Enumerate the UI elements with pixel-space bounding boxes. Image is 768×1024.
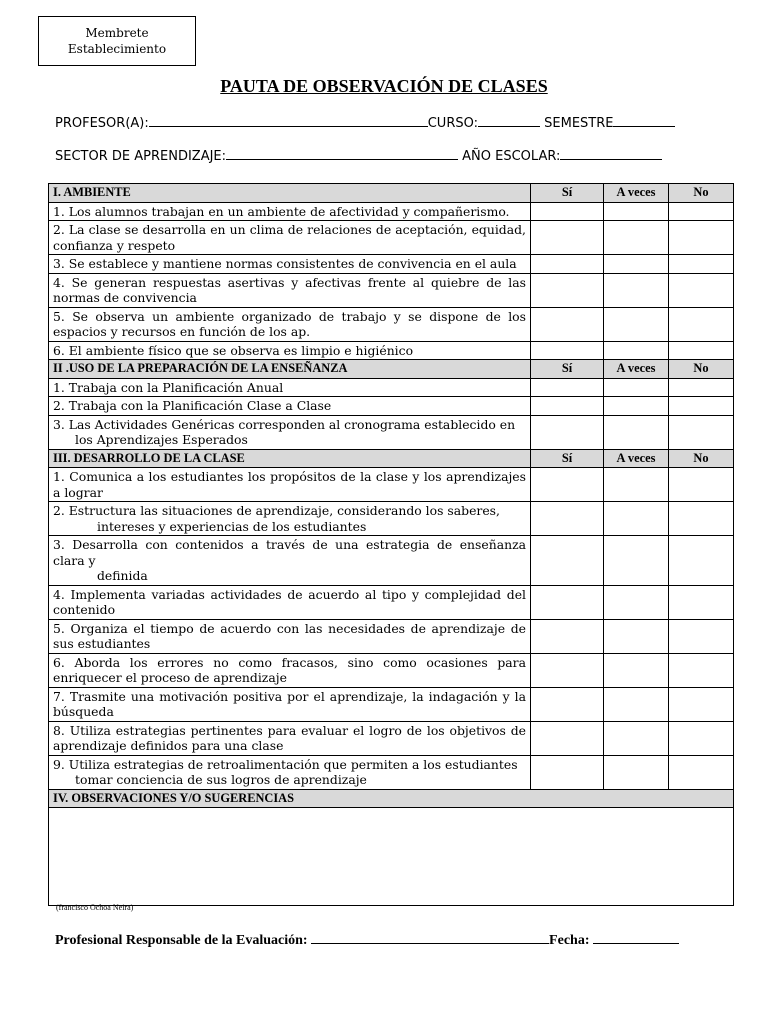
sector-label: SECTOR DE APRENDIZAJE: — [55, 149, 227, 164]
check-no[interactable] — [669, 221, 734, 255]
check-si[interactable] — [531, 687, 604, 721]
table-row — [49, 619, 734, 653]
section-title: I. AMBIENTE — [49, 184, 531, 203]
check-a-veces[interactable] — [604, 585, 669, 619]
profesor-field[interactable] — [149, 114, 428, 127]
curso-field[interactable] — [478, 114, 540, 127]
responsable-field[interactable] — [311, 930, 549, 944]
check-si[interactable] — [531, 536, 604, 586]
check-no[interactable] — [669, 378, 734, 397]
section-title: III. DESARROLLO DE LA CLASE — [49, 449, 531, 468]
criterion-text — [49, 536, 531, 586]
fecha-label: Fecha: — [549, 933, 590, 948]
check-a-veces[interactable] — [604, 687, 669, 721]
check-a-veces[interactable] — [604, 341, 669, 360]
criterion-text — [49, 502, 531, 536]
check-si[interactable] — [531, 255, 604, 274]
check-a-veces[interactable] — [604, 307, 669, 341]
check-si[interactable] — [531, 415, 604, 449]
criterion-line: 3. Las Actividades Genéricas corresponden al cronograma establecido en — [53, 416, 516, 432]
col-a-veces: A veces — [604, 184, 669, 203]
check-a-veces[interactable] — [604, 221, 669, 255]
section-header-ambiente — [49, 184, 734, 203]
check-a-veces[interactable] — [604, 415, 669, 449]
check-a-veces[interactable] — [604, 397, 669, 416]
check-no[interactable] — [669, 619, 734, 653]
table-row — [49, 687, 734, 721]
check-si[interactable] — [531, 585, 604, 619]
check-a-veces[interactable] — [604, 536, 669, 586]
semestre-label: SEMESTRE — [544, 116, 614, 131]
check-si[interactable] — [531, 653, 604, 687]
criterion-text — [49, 755, 531, 789]
check-no[interactable] — [669, 502, 734, 536]
responsable-label: Profesional Responsable de la Evaluación: — [55, 933, 308, 948]
table-row — [49, 415, 734, 449]
observations-field[interactable] — [49, 808, 734, 906]
criterion-line: intereses y experiencias de los estudiantes — [97, 518, 367, 534]
criterion-line: tomar conciencia de sus logros de aprendizaje — [75, 772, 367, 787]
semestre-field[interactable] — [613, 114, 675, 127]
check-no[interactable] — [669, 653, 734, 687]
criterion-text: 2. La clase se desarrolla en un clima de relaciones de aceptación, equidad, confianza y respeto — [49, 221, 531, 255]
check-si[interactable] — [531, 341, 604, 360]
criterion-text: 3. Se establece y mantiene normas consistentes de convivencia en el aula — [49, 255, 531, 274]
col-si: Sí — [531, 184, 604, 203]
check-no[interactable] — [669, 755, 734, 789]
check-si[interactable] — [531, 307, 604, 341]
letterhead-box — [38, 16, 196, 66]
check-no[interactable] — [669, 202, 734, 221]
table-row — [49, 307, 734, 341]
criterion-line: 9. Utiliza estrategias de retroalimentación que permiten a los estudiantes — [53, 756, 518, 772]
criterion-line: 2. Estructura las situaciones de aprendizaje, considerando los saberes, — [53, 503, 500, 518]
check-si[interactable] — [531, 619, 604, 653]
criterion-text: 1. Los alumnos trabajan en un ambiente de afectividad y compañerismo. — [49, 202, 531, 221]
criterion-line: los Aprendizajes Esperados — [75, 432, 248, 447]
check-a-veces[interactable] — [604, 619, 669, 653]
table-row — [49, 378, 734, 397]
check-no[interactable] — [669, 341, 734, 360]
signature-line — [55, 930, 679, 949]
table-row — [49, 255, 734, 274]
section-header-desarrollo — [49, 449, 734, 468]
table-row — [49, 721, 734, 755]
document-title: PAUTA DE OBSERVACIÓN DE CLASES — [220, 76, 548, 96]
col-a-veces: A veces — [604, 449, 669, 468]
check-si[interactable] — [531, 397, 604, 416]
check-a-veces[interactable] — [604, 755, 669, 789]
check-si[interactable] — [531, 273, 604, 307]
col-no: No — [669, 449, 734, 468]
sector-field[interactable] — [226, 147, 458, 160]
check-si[interactable] — [531, 502, 604, 536]
criterion-text — [49, 415, 531, 449]
criterion-line: definida — [97, 568, 148, 583]
table-row — [49, 502, 734, 536]
criterion-text: 6. Aborda los errores no como fracasos, sino como ocasiones para enriquecer el proceso de aprendizaje — [49, 653, 531, 687]
check-si[interactable] — [531, 202, 604, 221]
col-si: Sí — [531, 449, 604, 468]
check-a-veces[interactable] — [604, 273, 669, 307]
check-a-veces[interactable] — [604, 255, 669, 274]
check-a-veces[interactable] — [604, 202, 669, 221]
col-a-veces: A veces — [604, 360, 669, 379]
check-si[interactable] — [531, 221, 604, 255]
letterhead-line-1: Membrete — [85, 26, 149, 40]
criterion-text: 7. Trasmite una motivación positiva por el aprendizaje, la indagación y la búsqueda — [49, 687, 531, 721]
criterion-text: 5. Organiza el tiempo de acuerdo con las necesidades de aprendizaje de sus estudiantes — [49, 619, 531, 653]
check-a-veces[interactable] — [604, 468, 669, 502]
table-row — [49, 397, 734, 416]
check-no[interactable] — [669, 536, 734, 586]
check-a-veces[interactable] — [604, 378, 669, 397]
criterion-text: 8. Utiliza estrategias pertinentes para evaluar el logro de los objetivos de aprendizaje definidos para una clase — [49, 721, 531, 755]
table-row — [49, 653, 734, 687]
check-a-veces[interactable] — [604, 721, 669, 755]
check-no[interactable] — [669, 721, 734, 755]
col-si: Sí — [531, 360, 604, 379]
check-no[interactable] — [669, 273, 734, 307]
check-a-veces[interactable] — [604, 653, 669, 687]
section-title: II .USO DE LA PREPARACIÓN DE LA ENSEÑANZA — [49, 360, 531, 379]
criterion-text: 4. Se generan respuestas asertivas y afectivas frente al quiebre de las normas de convivencia — [49, 273, 531, 307]
check-no[interactable] — [669, 307, 734, 341]
fecha-field[interactable] — [593, 930, 679, 944]
section-header-observaciones — [49, 789, 734, 808]
table-row — [49, 273, 734, 307]
profesor-label: PROFESOR(A): — [55, 116, 149, 131]
anio-field[interactable] — [560, 147, 662, 160]
observation-table — [48, 183, 734, 906]
sector-year-line — [55, 147, 728, 164]
check-no[interactable] — [669, 687, 734, 721]
check-no[interactable] — [669, 255, 734, 274]
check-si[interactable] — [531, 721, 604, 755]
criterion-text: 4. Implementa variadas actividades de acuerdo al tipo y complejidad del contenido — [49, 585, 531, 619]
criterion-text: 1. Comunica a los estudiantes los propósitos de la clase y los aprendizajes a lograr — [49, 468, 531, 502]
check-no[interactable] — [669, 415, 734, 449]
section-title: IV. OBSERVACIONES Y/O SUGERENCIAS — [49, 789, 734, 808]
section-header-preparacion — [49, 360, 734, 379]
anio-label: AÑO ESCOLAR: — [462, 149, 561, 164]
table-row — [49, 221, 734, 255]
author-credit: (francisco Ochoa Neira) — [56, 903, 134, 912]
table-row — [49, 585, 734, 619]
criterion-line: 3. Desarrolla con contenidos a través de una estrategia de enseñanza clara y — [53, 537, 526, 568]
check-a-veces[interactable] — [604, 502, 669, 536]
table-row — [49, 202, 734, 221]
check-si[interactable] — [531, 755, 604, 789]
curso-label: CURSO: — [427, 116, 478, 131]
letterhead-line-2: Establecimiento — [67, 42, 167, 56]
check-no[interactable] — [669, 468, 734, 502]
table-row — [49, 341, 734, 360]
table-row — [49, 755, 734, 789]
criterion-text: 6. El ambiente físico que se observa es limpio e higiénico — [49, 341, 531, 360]
table-row — [49, 468, 734, 502]
check-si[interactable] — [531, 468, 604, 502]
check-no[interactable] — [669, 397, 734, 416]
col-no: No — [669, 184, 734, 203]
check-si[interactable] — [531, 378, 604, 397]
col-no: No — [669, 360, 734, 379]
criterion-text: 1. Trabaja con la Planificación Anual — [49, 378, 531, 397]
criterion-text: 2. Trabaja con la Planificación Clase a Clase — [49, 397, 531, 416]
table-row — [49, 536, 734, 586]
observations-row — [49, 808, 734, 906]
check-no[interactable] — [669, 585, 734, 619]
teacher-course-line — [55, 114, 728, 131]
criterion-text: 5. Se observa un ambiente organizado de trabajo y se dispone de los espacios y recursos en función de los ap. — [49, 307, 531, 341]
